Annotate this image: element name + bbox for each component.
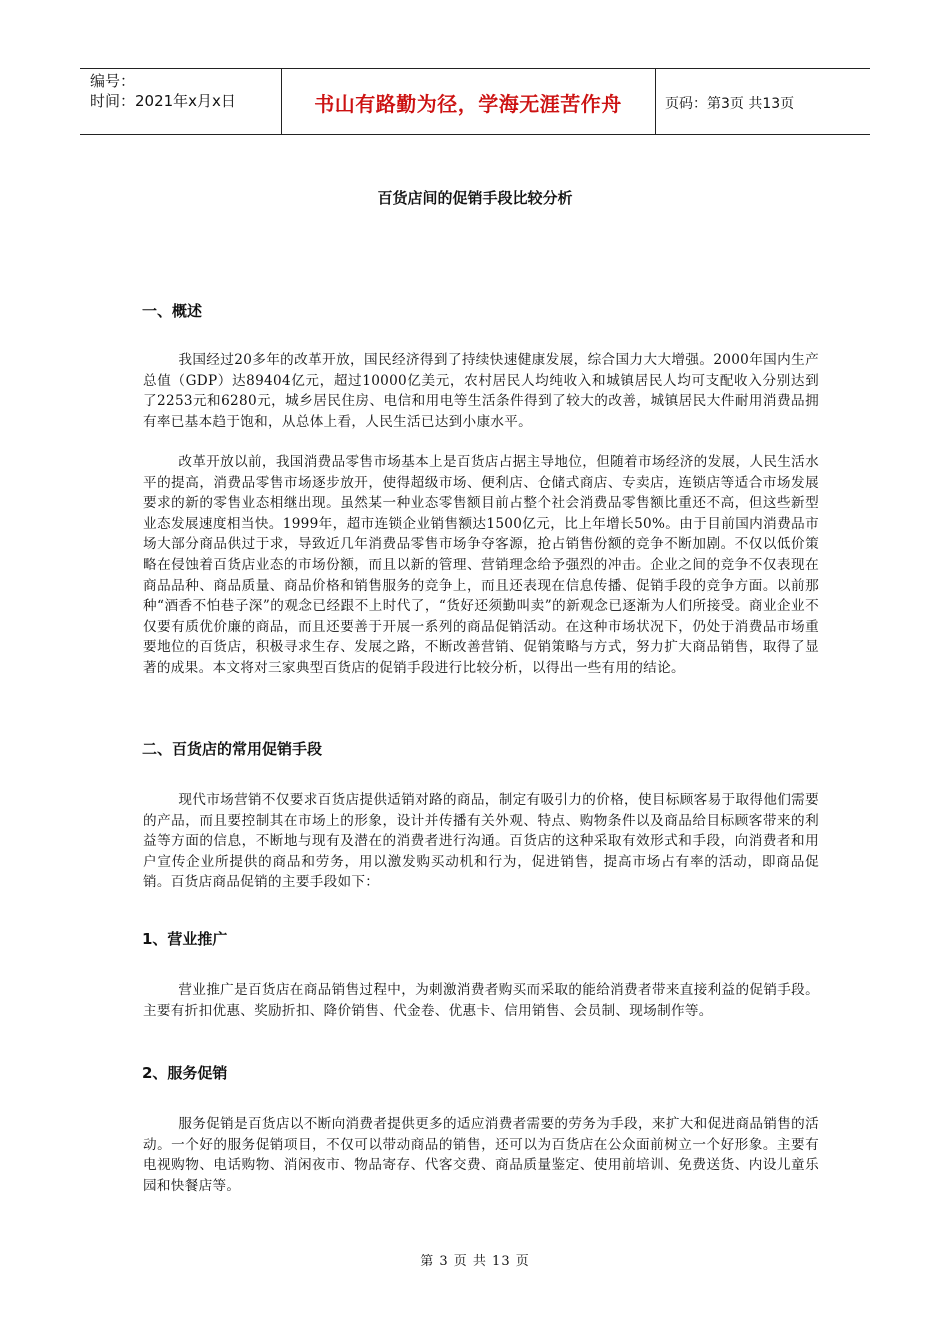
header-time: 时间：2021年x月x日 [90,92,236,110]
paragraph-sales-promotion: 营业推广是百货店在商品销售过程中，为刺激消费者购买而采取的能给消费者带来直接利益的促销手段。主要有折扣优惠、奖励折扣、降价销售、代金卷、优惠卡、信用销售、会员制、现场制作等。 [143,982,819,1019]
header-page-number: 页码：第3页 共13页 [665,96,795,112]
subsection-heading-service-promotion: 2、服务促销 [142,1064,228,1082]
section-heading-promotion-methods: 二、百货店的常用促销手段 [142,740,323,758]
header-motto: 书山有路勤为径，学海无涯苦作舟 [314,92,622,116]
header-divider-right [655,68,656,134]
subsection-heading-sales-promotion: 1、营业推广 [142,930,228,948]
page-footer: 第 3 页 共 13 页 [420,1254,530,1269]
section-heading-overview: 一、概述 [142,302,203,320]
header-number: 编号： [90,72,136,90]
header-meta [90,71,236,111]
paragraph-overview-2: 改革开放以前，我国消费品零售市场基本上是百货店占据主导地位，但随着市场经济的发展，人民生活水平的提高，消费品零售市场逐步放开，使得超级市场、便利店、仓储式商店、专卖店，连锁店等适合市场发展要求的新的零售业态相继出现。虽然某一种业态零售额目前占整个社会消费品零售额比重还不高，但这些新型业态发展速度相当快。1999年，超市连锁企业销售额达1500亿元，比上年增长50%。由于目前国内消费品市场大部分商品供过于求，导致近几年消费品零售市场争夺客源，抢占销售份额的竞争不断加剧。不仅以低价策略在侵蚀着百货店业态的市场份额，而且以新的管理、营销理念给予强烈的冲击。企业之间的竞争不仅表现在商品品种、商品质量、商品价格和销售服务的竞争上，而且还表现在信息传播、促销手段的竞争方面。以前那种“酒香不怕巷子深”的观念已经跟不上时代了，“货好还须勤叫卖”的新观念已逐渐为人们所接受。商业企业不仅要有质优价廉的商品，而且还要善于开展一系列的商品促销活动。在这种市场状况下，仍处于消费品市场重要地位的百货店，积极寻求生存、发展之路，不断改善营销、促销策略与方式，努力扩大商品销售，取得了显著的成果。本文将对三家典型百货店的促销手段进行比较分析，以得出一些有用的结论。 [143,454,819,676]
paragraph-promotion-intro: 现代市场营销不仅要求百货店提供适销对路的商品，制定有吸引力的价格，使目标顾客易于取得他们需要的产品，而且要控制其在市场上的形象，设计并传播有关外观、特点、购物条件以及商品给目标顾客带来的利益等方面的信息，不断地与现有及潜在的消费者进行沟通。百货店的这种采取有效形式和手段，向消费者和用户宣传企业所提供的商品和劳务，用以激发购买动机和行为，促进销售，提高市场占有率的活动，即商品促销。百货店商品促销的主要手段如下： [143,792,819,891]
header-bottom-rule [80,134,870,135]
header-top-rule [80,68,870,69]
paragraph-overview-1: 我国经过20多年的改革开放，国民经济得到了持续快速健康发展，综合国力大大增强。2000年国内生产总值（GDP）达89404亿元，超过10000亿美元，农村居民人均纯收入和城镇居民人均可支配收入分别达到了2253元和6280元，城乡居民住房、电信和用电等生活条件得到了较大的改善，城镇居民大件耐用消费品拥有率已基本趋于饱和，从总体上看，人民生活已达到小康水平。 [143,352,819,430]
document-title: 百货店间的促销手段比较分析 [377,189,573,207]
paragraph-service-promotion: 服务促销是百货店以不断向消费者提供更多的适应消费者需要的劳务为手段，来扩大和促进商品销售的活动。一个好的服务促销项目，不仅可以带动商品的销售，还可以为百货店在公众面前树立一个好形象。主要有电视购物、电话购物、消闲夜市、物品寄存、代客交费、商品质量鉴定、使用前培训、免费送货、内设儿童乐园和快餐店等。 [143,1116,819,1194]
